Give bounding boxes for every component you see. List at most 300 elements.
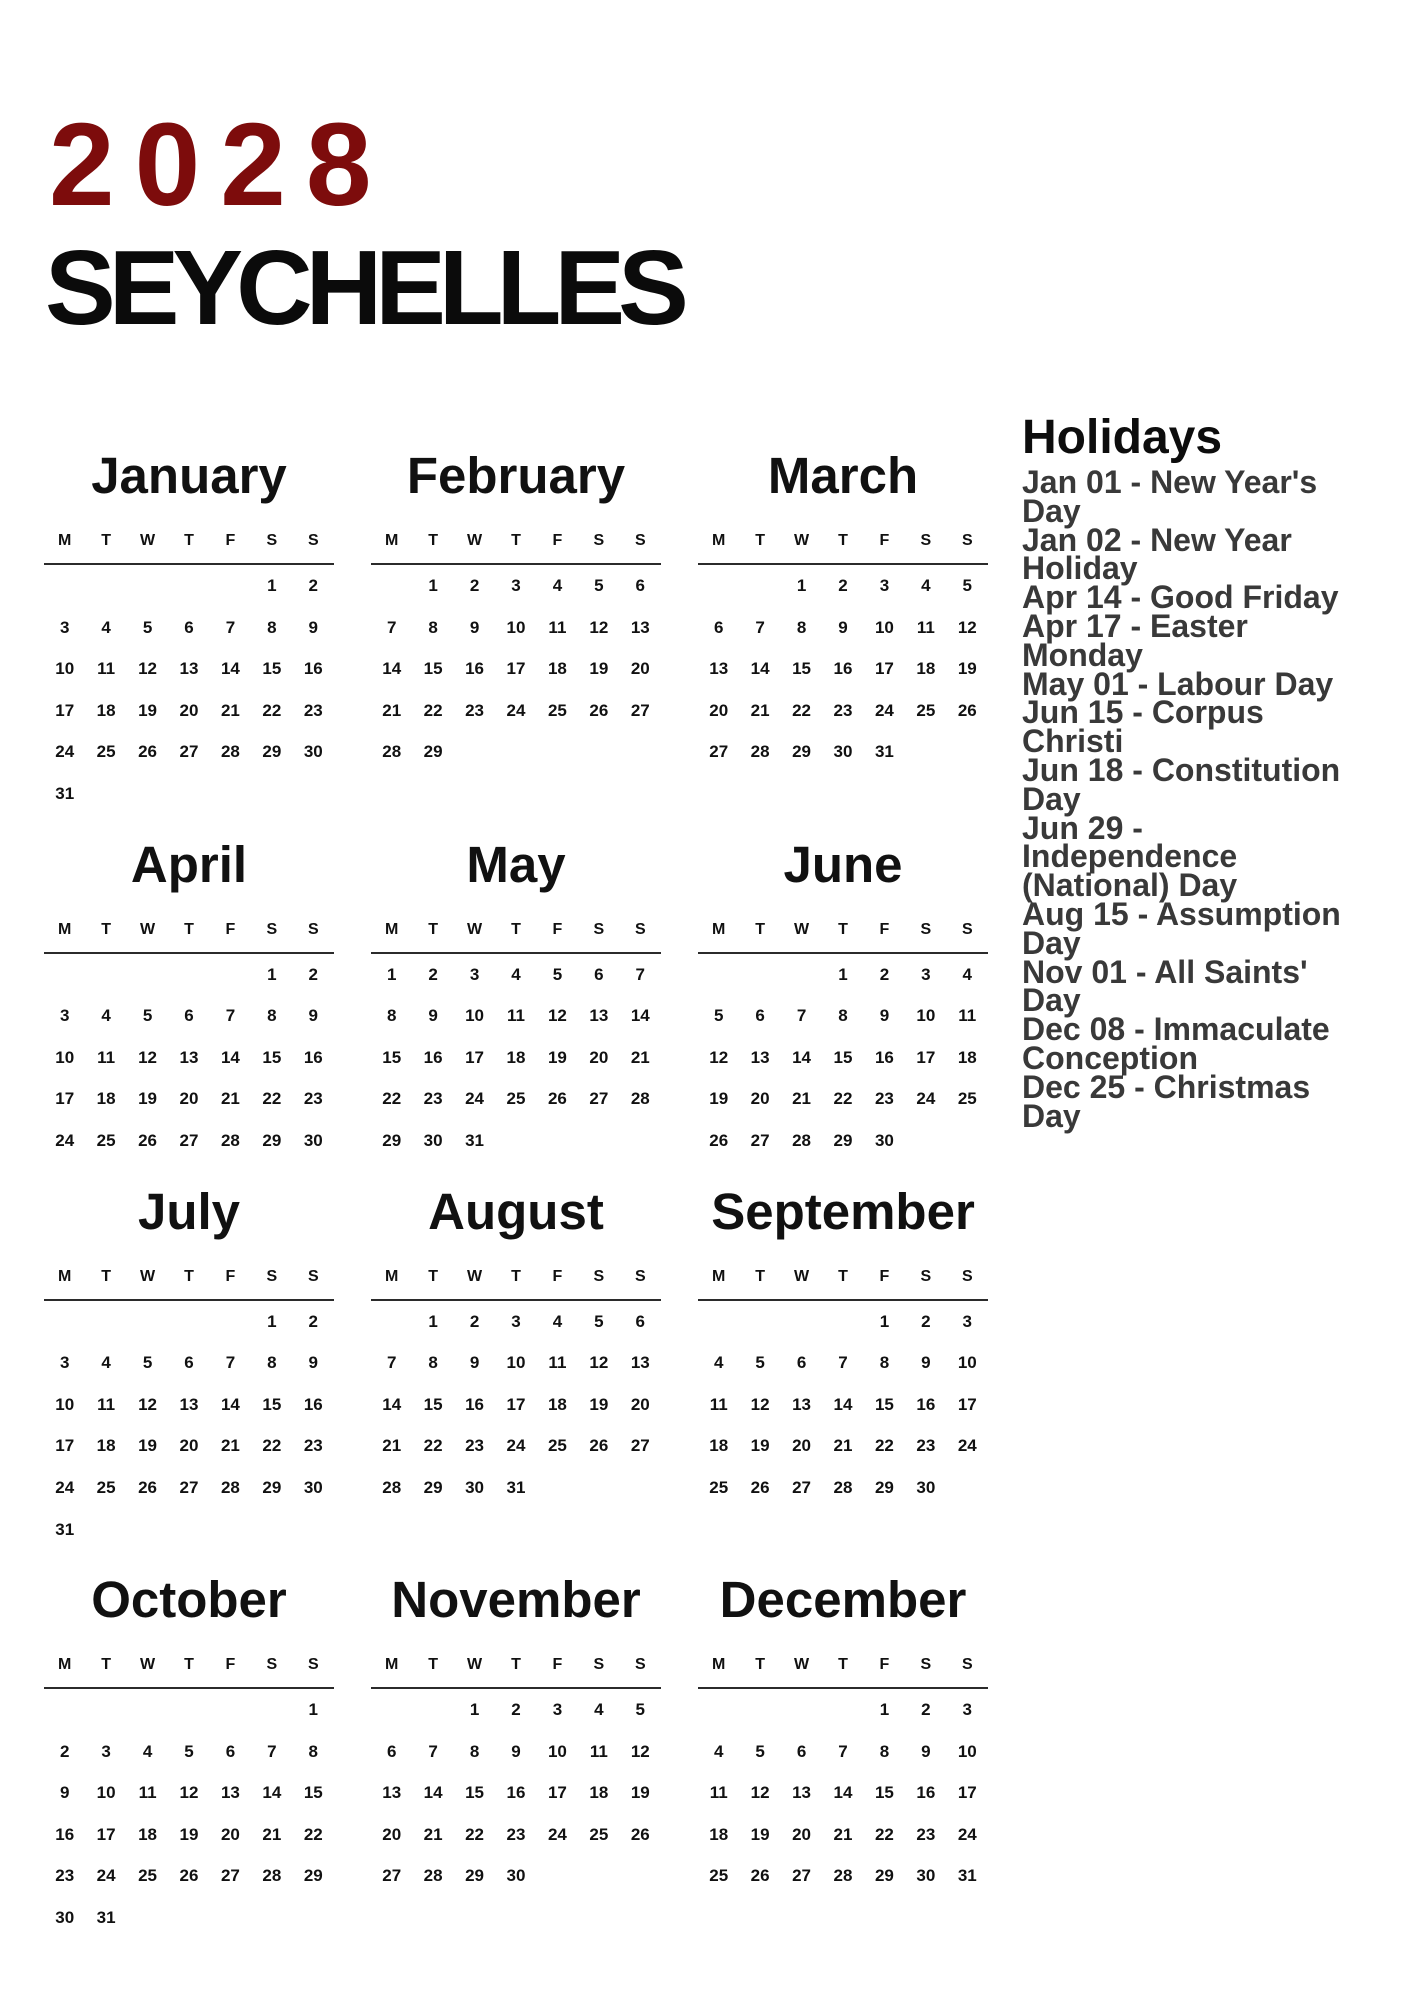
day-cell: 25 — [506, 1089, 526, 1109]
day-cell: 30 — [303, 742, 323, 762]
holidays-title: Holidays — [1022, 411, 1223, 464]
weekday-label: F — [225, 1267, 236, 1285]
day-cell: 11 — [589, 1741, 608, 1761]
day-cell: 14 — [220, 659, 240, 679]
day-cell: 8 — [308, 1741, 318, 1761]
day-cell: 10 — [957, 1741, 977, 1761]
day-cell: 28 — [382, 742, 402, 762]
day-cell-empty — [739, 1301, 780, 1343]
day-cell: 6 — [755, 1006, 765, 1026]
day-cell: 2 — [469, 576, 480, 595]
day-cell: 11 — [958, 1006, 977, 1026]
day-cell: 12 — [138, 1394, 158, 1414]
day-cell: 24 — [55, 1130, 75, 1150]
day-cell: 29 — [382, 1130, 402, 1150]
day-cell: 27 — [709, 742, 729, 762]
day-cell-empty — [371, 1689, 412, 1731]
day-cell: 25 — [709, 1866, 729, 1886]
day-cell: 27 — [179, 742, 199, 762]
day-cell: 3 — [59, 1006, 70, 1026]
day-cell: 12 — [547, 1006, 567, 1026]
week-row — [44, 1772, 334, 1814]
day-cell: 3 — [552, 1700, 563, 1720]
day-cell: 19 — [179, 1824, 199, 1844]
day-cell: 18 — [547, 1394, 567, 1414]
day-cell: 16 — [465, 1394, 485, 1414]
day-cell: 8 — [879, 1741, 890, 1761]
day-cell: 24 — [96, 1866, 116, 1886]
week-row — [698, 648, 988, 690]
day-cell: 10 — [55, 1047, 75, 1067]
day-cell: 5 — [755, 1741, 765, 1761]
holiday-item: Dec 08 - Immaculate Conception — [1022, 1011, 1330, 1076]
day-cell: 9 — [879, 1006, 890, 1026]
day-cell: 20 — [630, 659, 650, 679]
day-cell: 18 — [957, 1047, 977, 1067]
day-cell: 27 — [179, 1130, 199, 1150]
day-cell: 17 — [506, 1394, 526, 1414]
week-row — [44, 773, 334, 815]
week-row — [44, 1467, 334, 1509]
day-cell: 30 — [506, 1866, 526, 1886]
day-cell: 18 — [709, 1824, 729, 1844]
day-cell: 30 — [833, 742, 853, 762]
week-row — [698, 565, 988, 607]
day-cell: 20 — [792, 1436, 812, 1456]
weekday-header — [371, 1262, 661, 1301]
day-cell: 3 — [962, 1311, 972, 1331]
day-cell: 6 — [713, 617, 724, 637]
day-cell: 14 — [630, 1006, 650, 1026]
week-row — [44, 1855, 334, 1897]
day-cell: 9 — [838, 617, 848, 637]
week-row — [44, 1897, 334, 1939]
day-cell: 11 — [709, 1394, 728, 1414]
month-title: November — [391, 1571, 641, 1629]
weekday-label: S — [593, 532, 605, 549]
day-cell: 8 — [267, 617, 277, 637]
day-cell: 29 — [833, 1130, 853, 1150]
day-cell: 5 — [184, 1741, 194, 1761]
holidays-panel — [1022, 411, 1357, 1134]
day-cell: 1 — [267, 964, 277, 984]
day-cell: 16 — [465, 659, 485, 679]
day-cell: 31 — [874, 742, 894, 762]
weekday-label: M — [58, 532, 72, 549]
day-cell: 10 — [506, 617, 526, 637]
day-cell: 1 — [267, 1311, 277, 1331]
day-cell: 5 — [142, 617, 153, 637]
day-cell: 12 — [179, 1783, 199, 1803]
weekday-header — [44, 1262, 334, 1301]
day-cell: 3 — [59, 617, 70, 637]
day-cell: 16 — [833, 659, 853, 679]
day-cell: 12 — [589, 1353, 609, 1373]
day-cell: 6 — [184, 617, 194, 637]
month-june — [698, 835, 988, 1162]
day-cell: 21 — [382, 1436, 402, 1456]
day-cell: 27 — [382, 1866, 402, 1886]
day-cell: 30 — [303, 1477, 323, 1497]
holiday-item: Apr 17 - Easter Monday — [1022, 607, 1248, 673]
day-cell: 24 — [55, 1477, 75, 1497]
day-cell: 23 — [916, 1436, 936, 1456]
day-cell: 7 — [838, 1741, 848, 1761]
weekday-label: T — [184, 1656, 194, 1674]
day-cell-empty — [698, 954, 739, 996]
day-cell-empty — [168, 565, 209, 607]
day-cell: 8 — [879, 1353, 890, 1373]
weekday-label: S — [266, 532, 278, 549]
day-cell: 5 — [635, 1700, 645, 1720]
weekday-label: W — [140, 1267, 156, 1285]
weekday-label: S — [307, 920, 319, 938]
holiday-item: Nov 01 - All Saints' Day — [1022, 953, 1308, 1019]
week-row — [371, 1037, 661, 1079]
day-cell: 24 — [55, 742, 75, 762]
day-cell: 7 — [225, 617, 236, 637]
holiday-item: Jun 29 - Independence (National) Day — [1022, 809, 1238, 904]
day-cell: 2 — [308, 1311, 318, 1331]
day-cell: 22 — [262, 1089, 282, 1109]
day-cell: 19 — [957, 659, 977, 679]
week-row — [371, 1301, 661, 1343]
day-cell-empty — [168, 954, 209, 996]
week-row — [44, 1384, 334, 1426]
day-cell: 23 — [465, 700, 485, 720]
day-cell: 18 — [96, 1436, 116, 1456]
day-cell-empty — [85, 565, 126, 607]
day-cell: 15 — [382, 1047, 402, 1067]
week-row — [698, 731, 988, 773]
day-cell: 21 — [220, 700, 240, 720]
day-cell: 23 — [506, 1824, 526, 1844]
week-row — [371, 1120, 661, 1162]
day-cell: 7 — [225, 1353, 236, 1373]
day-cell: 25 — [547, 1436, 567, 1456]
day-cell: 8 — [386, 1006, 397, 1026]
day-cell: 7 — [428, 1741, 438, 1761]
day-cell: 26 — [709, 1130, 729, 1150]
weekday-label: S — [307, 1267, 319, 1285]
weekday-label: F — [879, 532, 890, 549]
weekday-label: T — [838, 1267, 848, 1285]
day-cell: 11 — [709, 1783, 728, 1803]
day-cell: 23 — [303, 700, 323, 720]
day-cell: 20 — [709, 700, 729, 720]
week-row — [371, 1855, 661, 1897]
day-cell: 4 — [552, 576, 563, 595]
day-cell: 28 — [220, 742, 240, 762]
day-cell: 11 — [97, 1047, 116, 1067]
weekday-header — [44, 526, 334, 565]
holiday-item: May 01 - Labour Day — [1022, 665, 1334, 702]
week-row — [371, 1731, 661, 1773]
day-cell: 10 — [547, 1741, 567, 1761]
day-cell: 7 — [225, 1006, 236, 1026]
day-cell: 19 — [547, 1047, 567, 1067]
day-cell-empty — [698, 565, 739, 607]
week-row — [44, 1509, 334, 1551]
weekday-label: T — [511, 1267, 521, 1285]
day-cell: 10 — [465, 1006, 485, 1026]
day-cell: 4 — [142, 1741, 153, 1761]
week-row — [698, 1037, 988, 1079]
day-cell: 23 — [916, 1824, 936, 1844]
weekday-label: T — [755, 920, 766, 938]
day-cell: 9 — [308, 617, 318, 637]
day-cell-empty — [127, 1689, 168, 1731]
day-cell-empty — [698, 1689, 739, 1731]
week-row — [371, 565, 661, 607]
weekday-label: S — [634, 920, 646, 938]
day-cell: 23 — [423, 1089, 443, 1109]
week-row — [44, 607, 334, 649]
weekday-label: S — [920, 532, 932, 549]
day-cell-empty — [168, 1689, 209, 1731]
day-cell: 8 — [428, 617, 438, 637]
day-cell: 11 — [97, 1394, 116, 1414]
day-cell: 4 — [713, 1741, 724, 1761]
day-cell: 26 — [750, 1866, 770, 1886]
week-row — [44, 995, 334, 1037]
day-cell: 13 — [709, 659, 729, 679]
holiday-item: Dec 25 - Christmas Day — [1022, 1068, 1311, 1134]
month-december — [698, 1570, 988, 1897]
weekday-label: F — [879, 920, 890, 938]
day-cell: 19 — [589, 659, 609, 679]
day-cell-empty — [85, 954, 126, 996]
week-row — [44, 1037, 334, 1079]
day-cell-empty — [127, 954, 168, 996]
weekday-label: S — [593, 920, 605, 938]
weekday-label: M — [58, 1656, 72, 1674]
day-cell: 15 — [303, 1783, 323, 1803]
day-cell: 10 — [96, 1783, 116, 1803]
week-row — [44, 1120, 334, 1162]
day-cell: 31 — [957, 1866, 977, 1886]
day-cell: 27 — [792, 1477, 812, 1497]
weekday-label: T — [511, 532, 521, 549]
day-cell: 15 — [833, 1047, 853, 1067]
day-cell: 28 — [382, 1477, 402, 1497]
day-cell: 2 — [469, 1311, 480, 1331]
day-cell: 28 — [262, 1866, 282, 1886]
week-row — [698, 1120, 988, 1162]
day-cell: 5 — [142, 1006, 153, 1026]
week-row — [698, 995, 988, 1037]
day-cell: 20 — [382, 1824, 402, 1844]
day-cell: 10 — [55, 659, 75, 679]
day-cell: 16 — [303, 659, 323, 679]
weekday-label: S — [920, 920, 932, 938]
week-row — [698, 607, 988, 649]
week-row — [371, 690, 661, 732]
weekday-label: T — [184, 920, 194, 938]
day-cell: 8 — [469, 1741, 480, 1761]
day-cell: 4 — [101, 1353, 111, 1373]
weekday-label: S — [961, 1656, 973, 1674]
day-cell: 22 — [833, 1089, 853, 1109]
day-cell: 7 — [796, 1006, 807, 1026]
day-cell: 27 — [630, 700, 650, 720]
year-title: 2028 — [49, 99, 392, 231]
day-cell: 23 — [303, 1436, 323, 1456]
day-cell: 10 — [957, 1353, 977, 1373]
day-cell: 27 — [630, 1436, 650, 1456]
weekday-label: S — [634, 532, 646, 549]
day-cell: 3 — [879, 576, 890, 595]
weekday-label: S — [307, 532, 319, 549]
day-cell: 6 — [594, 964, 604, 984]
day-cell-empty — [251, 1689, 292, 1731]
day-cell: 19 — [750, 1436, 770, 1456]
day-cell: 29 — [303, 1866, 323, 1886]
month-title: April — [130, 835, 248, 893]
weekday-label: S — [266, 1267, 278, 1285]
day-cell-empty — [698, 1301, 739, 1343]
day-cell: 30 — [423, 1130, 443, 1150]
day-cell: 23 — [303, 1089, 323, 1109]
day-cell: 21 — [833, 1436, 853, 1456]
week-row — [371, 995, 661, 1037]
week-row — [371, 648, 661, 690]
day-cell: 8 — [267, 1353, 277, 1373]
weekday-label: W — [467, 920, 483, 938]
day-cell: 15 — [465, 1783, 485, 1803]
day-cell: 15 — [262, 659, 282, 679]
day-cell: 9 — [921, 1353, 931, 1373]
day-cell: 2 — [308, 576, 318, 595]
day-cell: 13 — [179, 1394, 199, 1414]
day-cell: 3 — [511, 576, 521, 595]
day-cell: 4 — [921, 576, 931, 595]
day-cell: 8 — [838, 1006, 848, 1026]
day-cell: 17 — [506, 659, 526, 679]
weekday-header — [371, 915, 661, 954]
day-cell: 4 — [962, 964, 972, 984]
day-cell: 2 — [428, 964, 438, 984]
day-cell: 9 — [308, 1006, 318, 1026]
day-cell: 29 — [262, 1130, 282, 1150]
day-cell: 26 — [589, 700, 609, 720]
month-title: June — [783, 835, 903, 893]
holiday-item: Jan 01 - New Year's Day — [1022, 464, 1318, 529]
week-row — [371, 1772, 661, 1814]
day-cell: 9 — [428, 1006, 438, 1026]
day-cell-empty — [412, 1689, 453, 1731]
week-row — [44, 1342, 334, 1384]
weekday-label: T — [838, 920, 848, 938]
day-cell: 22 — [465, 1824, 485, 1844]
day-cell: 20 — [179, 1089, 199, 1109]
day-cell: 17 — [957, 1394, 977, 1414]
weekday-label: T — [101, 1267, 112, 1285]
weekday-label: W — [140, 1656, 156, 1674]
week-row — [698, 1078, 988, 1120]
weekday-header — [371, 1650, 661, 1689]
day-cell: 17 — [465, 1047, 485, 1067]
day-cell: 10 — [55, 1394, 75, 1414]
weekday-label: W — [794, 1656, 810, 1674]
weekday-label: T — [101, 920, 112, 938]
day-cell: 12 — [589, 617, 609, 637]
month-august — [371, 1182, 661, 1509]
weekday-header — [698, 1650, 988, 1689]
weekday-label: S — [634, 1267, 646, 1285]
day-cell-empty — [822, 1689, 863, 1731]
day-cell-empty — [781, 1301, 822, 1343]
day-cell: 21 — [220, 1089, 240, 1109]
day-cell: 5 — [594, 576, 604, 595]
day-cell: 28 — [833, 1477, 853, 1497]
day-cell: 4 — [713, 1353, 724, 1373]
week-row — [44, 1689, 334, 1731]
weekday-label: W — [794, 1267, 810, 1285]
day-cell: 17 — [96, 1824, 116, 1844]
day-cell: 30 — [303, 1130, 323, 1150]
day-cell: 6 — [386, 1741, 397, 1761]
day-cell: 3 — [511, 1311, 521, 1331]
day-cell: 22 — [423, 700, 443, 720]
day-cell: 14 — [220, 1047, 240, 1067]
day-cell: 13 — [792, 1783, 812, 1803]
day-cell: 10 — [916, 1006, 936, 1026]
day-cell: 28 — [792, 1130, 812, 1150]
weekday-label: M — [712, 532, 726, 549]
month-title: August — [428, 1182, 604, 1240]
holiday-item: Aug 15 - Assumption Day — [1022, 895, 1341, 961]
day-cell: 30 — [55, 1908, 75, 1928]
day-cell: 3 — [469, 964, 480, 984]
day-cell: 2 — [838, 576, 848, 595]
day-cell-empty — [210, 1301, 251, 1343]
day-cell: 22 — [874, 1824, 894, 1844]
weekday-label: F — [552, 532, 563, 549]
weekday-label: F — [552, 920, 563, 938]
month-title: February — [406, 447, 626, 504]
day-cell: 31 — [465, 1130, 485, 1150]
day-cell: 2 — [921, 1311, 931, 1331]
day-cell: 23 — [465, 1436, 485, 1456]
weekday-label: S — [634, 1656, 646, 1674]
day-cell: 9 — [469, 617, 480, 637]
week-row — [44, 1301, 334, 1343]
day-cell: 24 — [957, 1824, 977, 1844]
day-cell: 9 — [469, 1353, 480, 1373]
weekday-label: T — [511, 920, 521, 938]
day-cell: 25 — [589, 1824, 609, 1844]
day-cell: 16 — [916, 1394, 936, 1414]
day-cell: 6 — [184, 1353, 194, 1373]
day-cell: 15 — [423, 659, 443, 679]
day-cell: 24 — [957, 1436, 977, 1456]
day-cell: 13 — [630, 617, 650, 637]
month-november — [371, 1570, 661, 1897]
week-row — [698, 1855, 988, 1897]
week-row — [698, 1425, 988, 1467]
day-cell: 15 — [874, 1783, 894, 1803]
month-title: January — [91, 447, 287, 504]
day-cell: 13 — [382, 1783, 402, 1803]
day-cell: 3 — [962, 1700, 972, 1720]
day-cell-empty — [127, 1301, 168, 1343]
week-row — [371, 1425, 661, 1467]
week-row — [698, 1467, 988, 1509]
week-row — [44, 1425, 334, 1467]
weekday-label: T — [511, 1656, 521, 1674]
day-cell: 29 — [874, 1866, 894, 1886]
